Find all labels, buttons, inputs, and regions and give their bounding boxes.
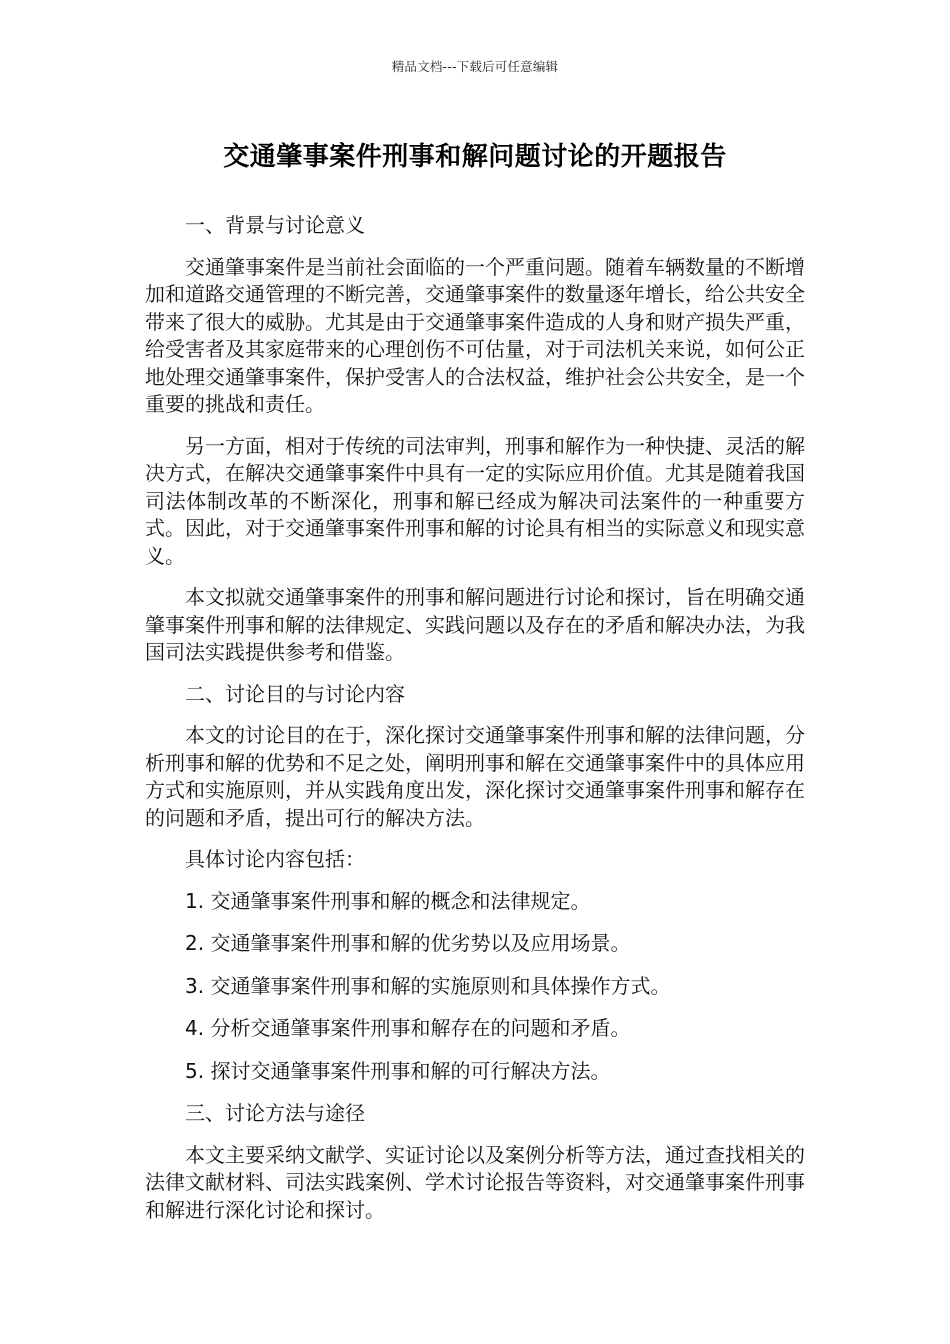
section-heading-method: 三、讨论方法与途径 bbox=[185, 1101, 365, 1125]
paragraph: 本文拟就交通肇事案件的刑事和解问题进行讨论和探讨，旨在明确交通肇事案件刑事和解的法律规定、实践问题以及存在的矛盾和解决办法，为我国司法实践提供参考和借鉴。 bbox=[145, 585, 805, 664]
section-heading-background: 一、背景与讨论意义 bbox=[185, 213, 365, 237]
paragraph: 本文主要采纳文献学、实证讨论以及案例分析等方法，通过查找相关的法律文献材料、司法实践案例、学术讨论报告等资料，对交通肇事案件刑事和解进行深化讨论和探讨。 bbox=[145, 1142, 805, 1222]
document-body bbox=[145, 212, 805, 1238]
document-title: 交通肇事案件刑事和解问题讨论的开题报告 bbox=[223, 142, 727, 172]
list-item: 4. 分析交通肇事案件刑事和解存在的问题和矛盾。 bbox=[185, 1016, 631, 1040]
list-item: 2. 交通肇事案件刑事和解的优劣势以及应用场景。 bbox=[185, 931, 631, 955]
list-item: 5. 探讨交通肇事案件刑事和解的可行解决方法。 bbox=[185, 1058, 611, 1083]
paragraph: 交通肇事案件是当前社会面临的一个严重问题。随着车辆数量的不断增加和道路交通管理的不断完善，交通肇事案件的数量逐年增长，给公共安全带来了很大的威胁。尤其是由于交通肇事案件造成的人身和财产损失严重，给受害者及其家庭带来的心理创伤不可估量，对于司法机关来说，如何公正地处理交通肇事案件，保护受害人的合法权益，维护社会公共安全，是一个重要的挑战和责任。 bbox=[145, 254, 805, 416]
paragraph: 本文的讨论目的在于，深化探讨交通肇事案件刑事和解的法律问题，分析刑事和解的优势和不足之处，阐明刑事和解在交通肇事案件中的具体应用方式和实施原则，并从实践角度出发，深化探讨交通肇事案件刑事和解存在的问题和矛盾，提出可行的解决方法。 bbox=[145, 723, 805, 830]
section-heading-purpose: 二、讨论目的与讨论内容 bbox=[185, 681, 405, 706]
list-item: 3. 交通肇事案件刑事和解的实施原则和具体操作方式。 bbox=[185, 973, 671, 998]
content-list bbox=[145, 888, 805, 1086]
paragraph: 另一方面，相对于传统的司法审判，刑事和解作为一种快捷、灵活的解决方式，在解决交通肇事案件中具有一定的实际应用价值。尤其是随着我国司法体制改革的不断深化，刑事和解已经成为解决司法案件的一种重要方式。因此，对于交通肇事案件刑事和解的讨论具有相当的实际意义和现实意义。 bbox=[145, 433, 805, 568]
page-header: 精品文档---下载后可任意编辑 bbox=[391, 59, 559, 74]
list-item: 1. 交通肇事案件刑事和解的概念和法律规定。 bbox=[185, 888, 591, 913]
list-intro: 具体讨论内容包括： bbox=[185, 847, 365, 871]
